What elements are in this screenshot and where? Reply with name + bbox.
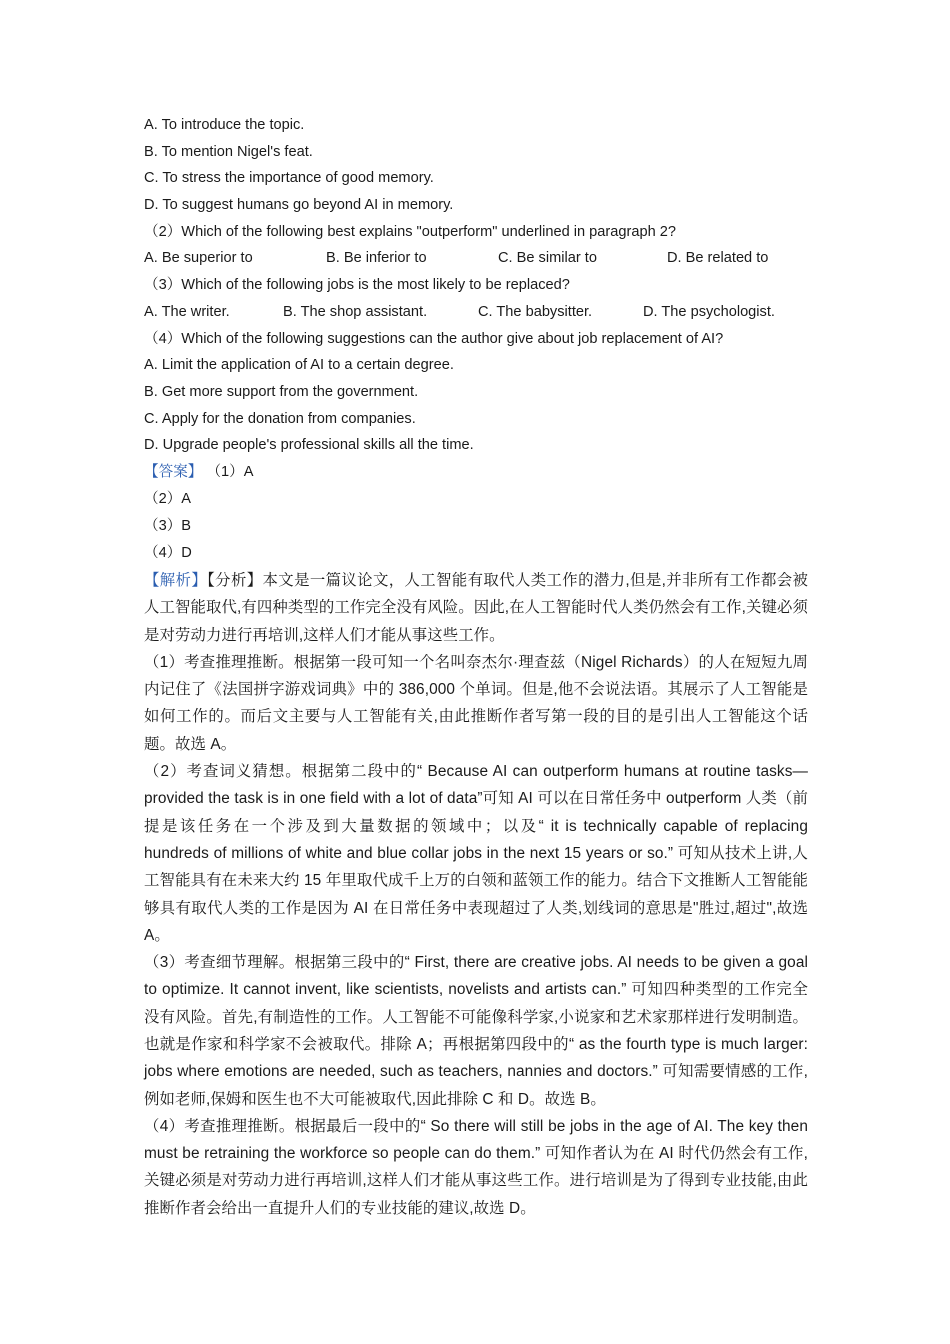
q2-option-a: A. Be superior to xyxy=(144,250,253,267)
answer-4: （4）D xyxy=(144,544,192,561)
document-page xyxy=(144,112,808,1222)
q2-options xyxy=(144,245,808,272)
q3-option-c: C. The babysitter. xyxy=(478,303,593,320)
q1-option-c: C. To stress the importance of good memory. xyxy=(144,170,434,187)
answer-3: （3）B xyxy=(144,517,192,534)
q4-option-c: C. Apply for the donation from companies. xyxy=(144,410,416,427)
q4-stem: （4）Which of the following suggestions can the author give about job replacement of AI? xyxy=(144,330,724,347)
q3-option-b: B. The shop assistant. xyxy=(283,303,428,320)
analysis-q1: （1）考查推理推断。根据第一段可知一个名叫奈杰尔·理查兹（Nigel Richards）的人在短短九周内记住了《法国拼字游戏词典》中的 386,000 个单词。但是,他不会说法语。其展示了人工智能是如何工作的。而后文主要与人工智能有关,由此推断作者写第一段的目的是引出人工智能这个话题。故选 A。 xyxy=(144,653,808,753)
q3-options xyxy=(144,299,808,326)
q2-option-b: B. Be inferior to xyxy=(326,250,427,267)
analysis-intro xyxy=(144,567,808,649)
q4-option-d: D. Upgrade people's professional skills all the time. xyxy=(144,437,474,454)
q2-option-d: D. Be related to xyxy=(667,250,769,267)
q1-option-d: D. To suggest humans go beyond AI in memory. xyxy=(144,197,454,214)
q1-option-b: B. To mention Nigel's feat. xyxy=(144,143,313,160)
analysis-q3: （3）考查细节理解。根据第三段中的“ First, there are creative jobs. AI needs to be given a goal to optimize. It cannot invent, like scientists, novelists and artists can.” 可知四种类型的工作完全没有风险。首先,有制造性的工作。人工智能不可能像科学家,小说家和艺术家那样进行发明制造。也就是作家和科学家不会被取代。排除 A；再根据第四段中的“ as the fourth type is much larger: jobs where emotions are needed, such as teachers, nannies and doctors.” 可知需要情感的工作,例如老师,保姆和医生也不大可能被取代,因此排除 C 和 D。故选 B。 xyxy=(144,954,808,1108)
answer-tag: 【答案】 xyxy=(144,463,203,480)
q4-option-a: A. Limit the application of AI to a certain degree. xyxy=(144,357,454,374)
analysis-intro-text: 【分析】本文是一篇议论文，人工智能有取代人类工作的潜力,但是,并非所有工作都会被人工智能取代,有四种类型的工作完全没有风险。因此,在人工智能时代人类仍然会有工作,关键必须是对劳动力进行再培训,这样人们才能从事这些工作。 xyxy=(144,571,808,644)
answer-1: （1）A xyxy=(206,463,254,480)
q2-stem: （2）Which of the following best explains "outperform" underlined in paragraph 2? xyxy=(144,223,676,240)
answer-line xyxy=(144,459,808,486)
analysis-tag: 【解析】 xyxy=(144,571,208,589)
analysis-q4: （4）考查推理推断。根据最后一段中的“ So there will still be jobs in the age of AI. The key then must be retraining the workforce so people can do them.” 可知作者认为在 AI 时代仍然会有工作,关键必须是对劳动力进行再培训,这样人们才能从事这些工作。进行培训是为了得到专业技能,由此推断作者会给出一直提升人们的专业技能的建议,故选 D。 xyxy=(144,1117,808,1217)
q3-option-d: D. The psychologist. xyxy=(643,303,775,320)
q4-option-b: B. Get more support from the government. xyxy=(144,383,419,400)
q3-stem: （3）Which of the following jobs is the most likely to be replaced? xyxy=(144,277,570,294)
analysis-q2: （2）考查词义猜想。根据第二段中的“ Because AI can outperform humans at routine tasks—provided the task is in one field with a lot of data”可知 AI 可以在日常任务中 outperform 人类（前提是该任务在一个涉及到大量数据的领域中；以及“ it is technically capable of replacing hundreds of millions of white and blue collar jobs in the next 15 years or so.” 可知从技术上讲,人工智能具有在未来大约 15 年里取代成千上万的白领和蓝领工作的能力。结合下文推断人工智能能够具有取代人类的工作是因为 AI 在日常任务中表现超过了人类,划线词的意思是"胜过,超过",故选 A。 xyxy=(144,763,808,944)
q3-option-a: A. The writer. xyxy=(144,303,230,320)
q1-option-a: A. To introduce the topic. xyxy=(144,117,305,133)
answer-2: （2）A xyxy=(144,490,192,507)
q2-option-c: C. Be similar to xyxy=(498,250,597,267)
